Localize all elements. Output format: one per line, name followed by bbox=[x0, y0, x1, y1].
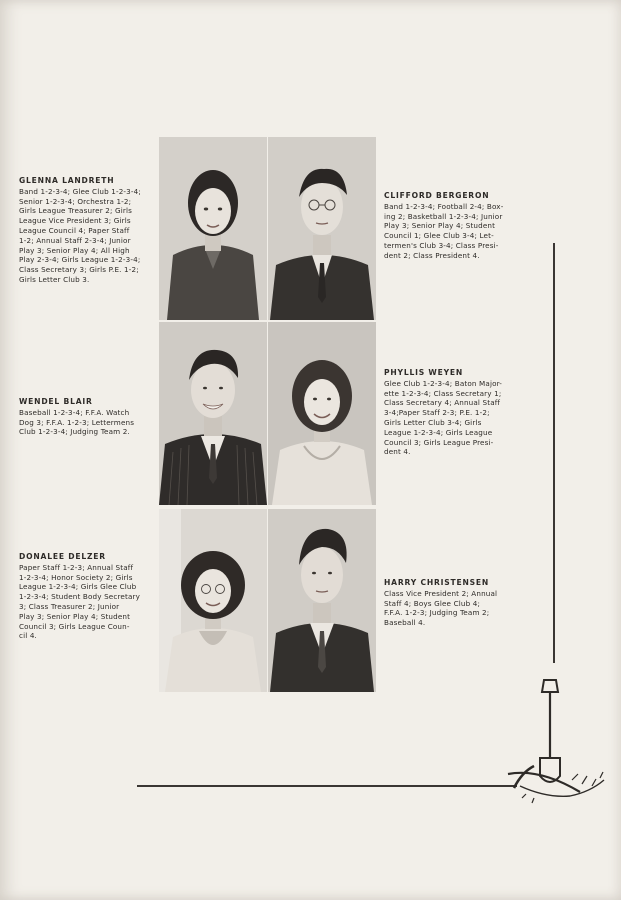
student-name: WENDEL BLAIR bbox=[19, 397, 93, 406]
bio-line: Play 3; Senior Play 4; Student bbox=[384, 221, 496, 231]
bio-line: 1-2; Annual Staff 2-3-4; Junior bbox=[19, 235, 131, 245]
bio-line: Class Vice President 2; Annual bbox=[384, 588, 498, 598]
bio-line: Council 3; Girls League Coun- bbox=[19, 621, 130, 631]
bio-phyllis-weyen bbox=[384, 368, 502, 457]
bio-line: Staff 4; Boys Glee Club 4; bbox=[384, 598, 481, 608]
bio-line: ette 1-2-3-4; Class Secretary 1; bbox=[384, 388, 502, 398]
bio-line: Class Secretary 4; Annual Staff bbox=[384, 398, 501, 408]
student-name: GLENNA LANDRETH bbox=[19, 176, 115, 185]
portrait-phyllis-weyen bbox=[268, 322, 376, 505]
bio-line: Glee Club 1-2-3-4; Baton Major- bbox=[384, 378, 503, 388]
bio-line: 1-2-3-4; Honor Society 2; Girls bbox=[19, 572, 133, 582]
bio-line: Council 1; Glee Club 3-4; Let- bbox=[384, 231, 494, 241]
bio-line: League 1-2-3-4; Girls Glee Club bbox=[19, 582, 137, 592]
bio-line: League Vice President 3; Girls bbox=[19, 216, 131, 226]
shovel-and-pick-icon bbox=[500, 676, 612, 806]
bio-line: cil 4. bbox=[19, 631, 37, 641]
portrait-glenna-landreth bbox=[159, 137, 267, 320]
vertical-divider-line bbox=[553, 243, 555, 663]
bio-clifford-bergeron bbox=[384, 191, 503, 261]
bio-line: Club 1-2-3-4; Judging Team 2. bbox=[19, 427, 130, 437]
bio-line: Girls League Treasurer 2; Girls bbox=[19, 206, 132, 216]
bio-line: League 1-2-3-4; Girls League bbox=[384, 427, 493, 437]
bio-line: Girls Letter Club 3. bbox=[19, 274, 90, 284]
bio-line: Band 1-2-3-4; Football 2-4; Box- bbox=[384, 201, 504, 211]
bio-line: dent 4. bbox=[384, 447, 411, 457]
student-name: PHYLLIS WEYEN bbox=[384, 368, 464, 377]
bio-line: Paper Staff 1-2-3; Annual Staff bbox=[19, 562, 134, 572]
bio-line: F.F.A. 1-2-3; Judging Team 2; bbox=[384, 608, 490, 618]
bio-line: Class Secretary 3; Girls P.E. 1-2; bbox=[19, 265, 139, 275]
bio-line: dent 2; Class President 4. bbox=[384, 250, 480, 260]
bio-glenna-landreth bbox=[19, 176, 141, 285]
portrait-clifford-bergeron bbox=[268, 137, 376, 320]
bio-line: 3; Class Treasurer 2; Junior bbox=[19, 601, 120, 611]
portrait-wendel-blair bbox=[159, 322, 267, 505]
horizontal-divider-line bbox=[137, 785, 517, 787]
bio-line: Council 3; Girls League Presi- bbox=[384, 437, 494, 447]
bio-line: Play 3; Senior Play 4; Student bbox=[19, 611, 131, 621]
bio-harry-christensen bbox=[384, 578, 497, 628]
bio-line: termen's Club 3-4; Class Presi- bbox=[384, 240, 499, 250]
bio-line: Baseball 1-2-3-4; F.F.A. Watch bbox=[19, 407, 130, 417]
bio-line: 3-4;Paper Staff 2-3; P.E. 1-2; bbox=[384, 408, 490, 418]
bio-wendel-blair bbox=[19, 397, 134, 437]
bio-line: Band 1-2-3-4; Glee Club 1-2-3-4; bbox=[19, 186, 141, 196]
bio-line: League Council 4; Paper Staff bbox=[19, 225, 130, 235]
bio-line: ing 2; Basketball 1-2-3-4; Junior bbox=[384, 211, 503, 221]
bio-line: Girls Letter Club 3-4; Girls bbox=[384, 417, 482, 427]
bio-line: Play 2-3-4; Girls League 1-2-3-4; bbox=[19, 255, 141, 265]
student-name: CLIFFORD BERGERON bbox=[384, 191, 490, 200]
student-name: DONALEE DELZER bbox=[19, 552, 106, 561]
bio-donalee-delzer bbox=[19, 552, 140, 641]
bio-line: Senior 1-2-3-4; Orchestra 1-2; bbox=[19, 196, 132, 206]
bio-line: Baseball 4. bbox=[384, 618, 426, 628]
bio-line: Play 3; Senior Play 4; All High bbox=[19, 245, 130, 255]
portrait-donalee-delzer bbox=[159, 509, 267, 692]
bio-line: Dog 3; F.F.A. 1-2-3; Lettermens bbox=[19, 417, 135, 427]
portrait-harry-christensen bbox=[268, 509, 376, 692]
student-name: HARRY CHRISTENSEN bbox=[384, 578, 490, 587]
bio-line: 1-2-3-4; Student Body Secretary bbox=[19, 592, 141, 602]
